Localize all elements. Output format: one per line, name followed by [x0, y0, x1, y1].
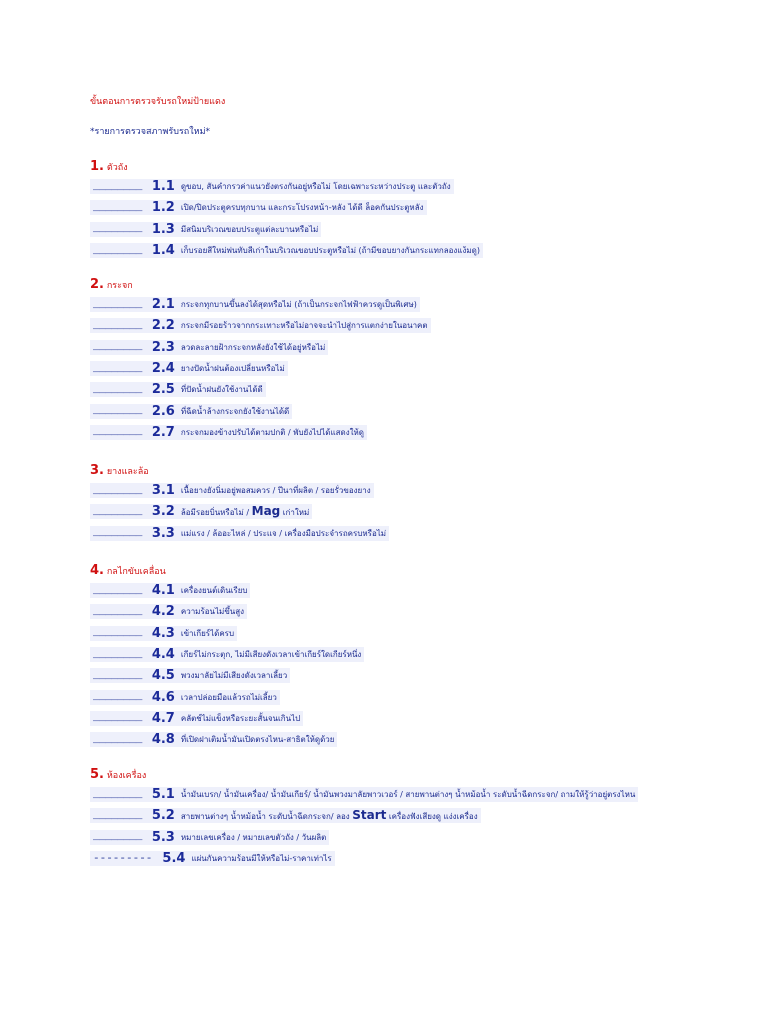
item-number: 3.1 — [151, 483, 175, 499]
item-number: 4.6 — [151, 689, 175, 705]
item-emphasis: Mag — [251, 504, 281, 519]
checklist-item — [90, 294, 431, 315]
check-blank: ________ — [93, 605, 142, 618]
item-number: 5.2 — [151, 808, 175, 824]
checklist-item — [90, 315, 431, 336]
item-number: 5.3 — [151, 829, 175, 845]
item-text: ลวดละลายฝ้ากระจกหลังยังใช้ได้อยู่หรือไม่ — [180, 342, 326, 352]
checklist-item — [90, 665, 364, 686]
item-highlight — [90, 504, 312, 519]
item-highlight — [90, 732, 337, 747]
item-text: หมายเลขเครื่อง / หมายเลขตัวถัง / วันผลิต — [180, 832, 327, 842]
item-highlight — [90, 711, 303, 726]
item-number: 5.4 — [162, 851, 186, 867]
check-blank: ________ — [93, 319, 142, 332]
check-blank: ________ — [93, 584, 142, 597]
check-blank: ________ — [93, 669, 142, 682]
item-number: 1.1 — [151, 179, 175, 195]
checklist-item — [90, 601, 364, 622]
checklist-item — [90, 580, 364, 601]
checklist-item — [90, 176, 483, 197]
checklist-item — [90, 708, 364, 729]
checklist-section — [90, 562, 364, 750]
item-number: 5.1 — [151, 787, 175, 803]
item-number: 3.2 — [151, 504, 175, 520]
check-blank: ________ — [93, 712, 142, 725]
check-blank: ________ — [93, 788, 142, 801]
check-blank: ________ — [93, 244, 142, 257]
item-text: ยางปัดน้ำฝนต้องเปลี่ยนหรือไม่ — [180, 364, 285, 374]
item-highlight — [90, 690, 280, 705]
checklist-section — [90, 276, 431, 443]
check-blank: ________ — [93, 426, 142, 439]
checklist-item — [90, 848, 638, 869]
item-number: 1.2 — [151, 200, 175, 216]
checklist-item — [90, 422, 431, 443]
item-highlight — [90, 808, 481, 823]
checklist-item — [90, 827, 638, 848]
checklist-item — [90, 219, 483, 240]
check-blank: ________ — [93, 362, 142, 375]
item-number: 2.5 — [151, 382, 175, 398]
check-blank: ________ — [93, 405, 142, 418]
checklist-section — [90, 158, 483, 261]
check-blank: ________ — [93, 201, 142, 214]
check-blank: ________ — [93, 809, 142, 822]
section-label: ยางและล้อ — [106, 467, 149, 477]
item-highlight — [90, 604, 247, 619]
item-highlight — [90, 647, 364, 662]
checklist-item — [90, 784, 638, 805]
item-highlight — [90, 200, 427, 215]
item-number: 2.7 — [151, 424, 175, 440]
item-number: 4.2 — [151, 604, 175, 620]
check-blank: ________ — [93, 341, 142, 354]
document-title: ขั้นตอนการตรวจรับรถใหม่ป้ายแดง — [90, 97, 226, 107]
item-text: ล้อมีรอยบิ่นหรือไม่ / Mag เก่าใหม่ — [180, 504, 310, 519]
item-highlight — [90, 179, 454, 194]
item-text: เกียร์ไม่กระตุก, ไม่มีเสียงดังเวลาเข้าเกียร์ใดเกียร์หนึ่ง — [180, 650, 362, 660]
check-blank: ________ — [93, 383, 142, 396]
item-highlight — [90, 851, 335, 866]
item-text: พวงมาลัยไม่มีเสียงดังเวลาเลี้ยว — [180, 671, 288, 681]
check-blank: ________ — [93, 180, 142, 193]
item-highlight — [90, 297, 420, 312]
item-highlight — [90, 318, 431, 333]
item-text: คลัตช์ไม่แข็งหรือระยะสั้นจนเกินไป — [180, 713, 301, 723]
section-label: กลไกขับเคลื่อน — [106, 567, 166, 577]
item-highlight — [90, 361, 288, 376]
item-highlight — [90, 243, 483, 258]
checklist-item — [90, 501, 389, 522]
item-text: ที่ปัดน้ำฝนยังใช้งานได้ดี — [180, 385, 263, 395]
item-number: 4.5 — [151, 668, 175, 684]
section-label: ตัวถัง — [106, 163, 128, 173]
check-blank: ________ — [93, 223, 142, 236]
item-text: เปิด/ปิดประตูครบทุกบาน และกระโปรงหน้า-หลัง ได้ดี ล็อคกันประตูหลัง — [180, 203, 424, 213]
check-blank: ________ — [93, 298, 142, 311]
item-text: เนื้อยางยังนิ่มอยู่พอสมควร / ปีนาที่ผลิต / รอยรั่วของยาง — [180, 486, 371, 496]
item-text: ที่ฉีดน้ำล้างกระจกยังใช้งานได้ดี — [180, 406, 290, 416]
checklist-item — [90, 400, 431, 421]
item-number: 2.1 — [151, 297, 175, 313]
item-number: 2.2 — [151, 318, 175, 334]
checklist-item — [90, 644, 364, 665]
checklist-item — [90, 197, 483, 218]
item-number: 2.4 — [151, 361, 175, 377]
check-blank: ________ — [93, 831, 142, 844]
section-number: 1. — [90, 159, 104, 174]
section-heading — [90, 562, 364, 580]
item-number: 4.4 — [151, 647, 175, 663]
checklist-item — [90, 729, 364, 750]
checklist-item — [90, 337, 431, 358]
document-subtitle: *รายการตรวจสภาพรับรถใหม่* — [90, 127, 211, 137]
item-number: 4.7 — [151, 710, 175, 726]
check-blank: ________ — [93, 691, 142, 704]
item-highlight — [90, 382, 266, 397]
check-blank: ________ — [93, 505, 142, 518]
item-highlight — [90, 483, 374, 498]
item-text: มีสนิมบริเวณขอบประตูแต่ละบานหรือไม่ — [180, 224, 319, 234]
item-emphasis: Start — [352, 808, 387, 823]
check-blank: ________ — [93, 527, 142, 540]
item-number: 2.6 — [151, 403, 175, 419]
item-number: 4.8 — [151, 732, 175, 748]
section-label: กระจก — [106, 281, 133, 291]
item-highlight — [90, 583, 250, 598]
item-number: 4.1 — [151, 583, 175, 599]
item-text: เข้าเกียร์ได้ครบ — [180, 628, 235, 638]
section-number: 3. — [90, 463, 104, 478]
check-blank: ________ — [93, 484, 142, 497]
item-text: กระจกมองข้างปรับได้ตามปกติ / พับยังไปได้แสดงให้ดู — [180, 427, 364, 437]
item-number: 3.3 — [151, 525, 175, 541]
item-text: แม่แรง / ล้ออะไหล่ / ประแจ / เครื่องมือประจำรถครบหรือไม่ — [180, 528, 387, 538]
item-text: ความร้อนไม่ขึ้นสูง — [180, 607, 245, 617]
section-heading — [90, 158, 483, 176]
section-heading — [90, 766, 638, 784]
item-highlight — [90, 340, 328, 355]
item-highlight — [90, 626, 237, 641]
item-highlight — [90, 425, 367, 440]
item-text: กระจกมีรอยร้าวจากกระเทาะหรือไม่อาจจะนำไปสู่การแตกง่ายในอนาคต — [180, 321, 428, 331]
item-text: กระจกทุกบานขึ้นลงได้สุดหรือไม่ (ถ้าเป็นกระจกไฟฟ้าควรดูเป็นพิเศษ) — [180, 300, 417, 310]
item-text: ที่เปิดฝาเติมน้ำมันเปิดตรงไหน-สาธิตให้ดูด้วย — [180, 735, 335, 745]
section-heading — [90, 276, 431, 294]
item-text: เวลาปล่อยมือแล้วรถไม่เลี้ยว — [180, 692, 277, 702]
item-number: 2.3 — [151, 339, 175, 355]
checklist-item — [90, 523, 389, 544]
item-text: เครื่องยนต์เดินเรียบ — [180, 586, 248, 596]
item-text: สายพานต่างๆ น้ำหม้อน้ำ ระดับน้ำฉีดกระจก/ ลอง Start เครื่องฟังเสียงดู แง่งเครื่อง — [180, 808, 478, 823]
item-highlight — [90, 830, 329, 845]
checklist-item — [90, 623, 364, 644]
item-text: น้ำมันเบรก/ น้ำมันเครื่อง/ น้ำมันเกียร์/ น้ำมันพวงมาลัยพาวเวอร์ / สายพานต่างๆ น้ำหม้อน้ำ ระดับน้ำฉีดกระจก/ ถามให้รู้ว่าอยู่ตรงไหน — [180, 790, 636, 800]
checklist-item — [90, 480, 389, 501]
checklist-item — [90, 805, 638, 826]
item-highlight — [90, 526, 389, 541]
section-number: 4. — [90, 563, 104, 578]
section-label: ห้องเครื่อง — [106, 771, 147, 781]
checklist-item — [90, 379, 431, 400]
item-text: แผ่นกันความร้อนมีให้หรือไม่-ราคาเท่าไร — [191, 854, 332, 864]
item-number: 1.4 — [151, 243, 175, 259]
checklist-item — [90, 240, 483, 261]
item-number: 4.3 — [151, 625, 175, 641]
checklist-section — [90, 462, 389, 544]
item-highlight — [90, 404, 292, 419]
check-blank: ________ — [93, 733, 142, 746]
section-number: 2. — [90, 277, 104, 292]
check-blank: ________ — [93, 648, 142, 661]
item-highlight — [90, 787, 638, 802]
item-text: เก็บรอยสีใหม่พ่นทับสีเก่าในบริเวณขอบประตูหรือไม่ (ถ้ามีขอบยางกันกระแทกลองแง้มดู) — [180, 246, 480, 256]
section-heading — [90, 462, 389, 480]
item-highlight — [90, 222, 321, 237]
check-blank: --------- — [93, 852, 153, 865]
section-number: 5. — [90, 767, 104, 782]
checklist-section — [90, 766, 638, 869]
item-text: ดูขอบ, สันคำกรวค่าแนวยังตรงกันอยู่หรือไม่ โดยเฉพาะระหว่างประตู และตัวถัง — [180, 182, 451, 192]
checklist-item — [90, 686, 364, 707]
checklist-item — [90, 358, 431, 379]
item-number: 1.3 — [151, 221, 175, 237]
item-highlight — [90, 668, 290, 683]
check-blank: ________ — [93, 627, 142, 640]
